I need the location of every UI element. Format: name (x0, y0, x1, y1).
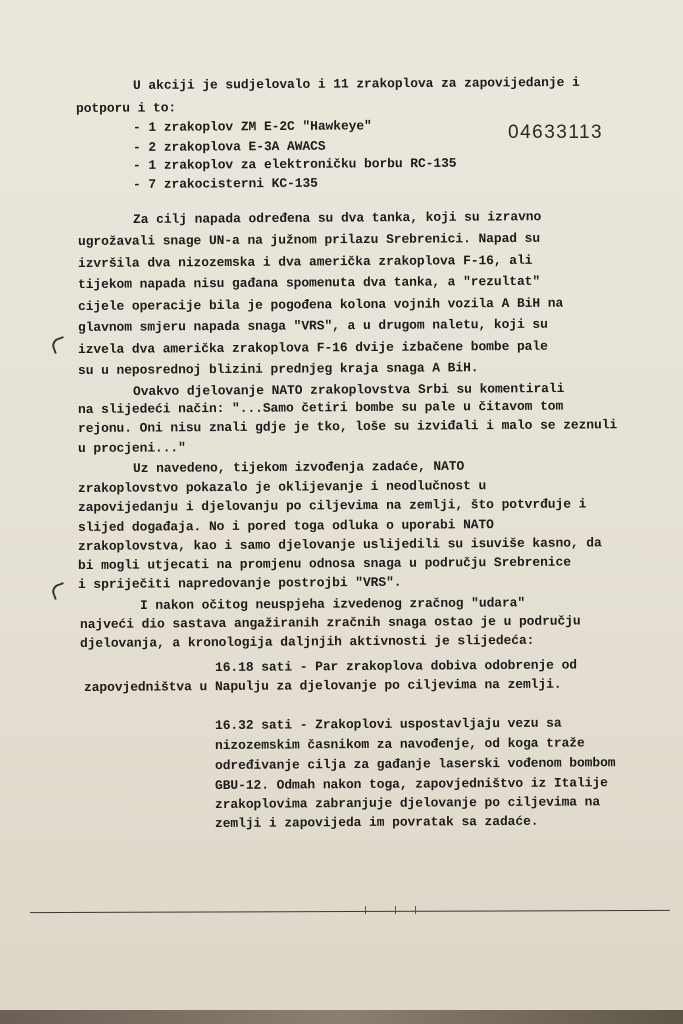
footer-tick (415, 906, 416, 914)
text-line: potporu i to: (75, 100, 177, 116)
text-line: Uz navedeno, tijekom izvođenja zadaće, NATO (132, 458, 465, 476)
chronology-entry: 16.32 sati - Zrakoplovi uspostavljaju vezu sa (214, 715, 562, 733)
list-item: - 2 zrakoplova E-3A AWACS (132, 138, 326, 155)
background-surface (0, 1010, 683, 1024)
text-line: djelovanja, a kronologija daljnjih aktivnosti je slijedeća: (79, 632, 535, 651)
text-line: najveći dio sastava angažiranih zračnih snaga ostao je u području (79, 613, 581, 632)
text-line: bi mogli utjecati na promjenu odnosa snaga u području Srebrenice (77, 554, 571, 573)
text-line: zrakoplovstva, kao i samo djelovanje uslijedili su isuviše kasno, da (77, 535, 602, 554)
chronology-entry: zapovjedništva u Napulju za djelovanje po ciljevima na zemlji. (83, 676, 562, 695)
chronology-entry: određivanje cilja za gađanje laserski vođenom bombom (214, 755, 616, 773)
text-line: U akciji je sudjelovalo i 11 zrakoplova za zapovijedanje i (132, 74, 580, 93)
chronology-entry: GBU-12. Odmah nakon toga, zapovjedništvo iz Italije (214, 775, 608, 793)
text-line: izvela dva američka zrakoplova F-16 dvije izbačene bombe pale (77, 338, 548, 357)
footer-tick (365, 906, 366, 914)
text-line: I nakon očitog neuspjeha izvedenog zračnog "udara" (139, 595, 526, 613)
chronology-entry: zemlji i zapovijeda im povratak sa zadaće. (214, 813, 539, 831)
document-number: 04633113 (508, 122, 604, 143)
text-line: glavnom smjeru napada snaga "VRS", a u drugom naletu, koji su (77, 316, 548, 335)
text-line: su u neposrednoj blizini prednjeg kraja snaga A BiH. (77, 360, 479, 378)
footer-tick (395, 906, 396, 914)
list-item: - 1 zrakoplov ZM E-2C "Hawkeye" (132, 118, 372, 135)
text-line: slijed događaja. No i pored toga odluka o uporabi NATO (77, 517, 494, 535)
text-line: zapovijedanju i djelovanju po ciljevima na zemlji, što potvrđuje i (77, 496, 587, 515)
margin-mark (50, 582, 68, 600)
chronology-entry: 16.18 sati - Par zrakoplova dobiva odobrenje od (214, 657, 578, 675)
list-item: - 7 zrakocisterni KC-135 (132, 175, 318, 192)
text-line: na slijedeći način: "...Samo četiri bombe su pale u čitavom tom (77, 398, 564, 417)
text-line: rejonu. Oni nisu znali gdje je tko, loše su izviđali i malo se zeznuli (77, 417, 618, 436)
margin-mark (50, 336, 68, 354)
text-line: u procjeni..." (77, 440, 186, 456)
chronology-entry: zrakoplovima zabranjuje djelovanje po ciljevima na (214, 794, 601, 812)
chronology-entry: nizozemskim časnikom za navođenje, od koga traže (214, 735, 585, 753)
text-line: cijele operacije bila je pogođena kolona vojnih vozila A BiH na (77, 295, 564, 314)
text-line: Za cilj napada određena su dva tanka, koji su izravno (132, 209, 542, 227)
text-line: ugrožavali snage UN-a na južnom prilazu Srebrenici. Napad su (77, 230, 541, 249)
list-item: - 1 zrakoplov za elektroničku borbu RC-135 (132, 155, 457, 173)
text-line: zrakoplovstvo pokazalo je oklijevanje i neodlučnost u (77, 478, 487, 496)
text-line: Ovakvo djelovanje NATO zrakoplovstva Srbi su komentirali (132, 380, 565, 399)
footer-rule (30, 910, 670, 913)
text-line: izvršila dva nizozemska i dva američka zrakoplova F-16, ali (77, 252, 533, 271)
text-line: tijekom napada nisu gađana spomenuta dva tanka, a "rezultat" (77, 273, 541, 292)
text-line: i spriječiti napredovanje postrojbi "VRS". (77, 574, 402, 592)
